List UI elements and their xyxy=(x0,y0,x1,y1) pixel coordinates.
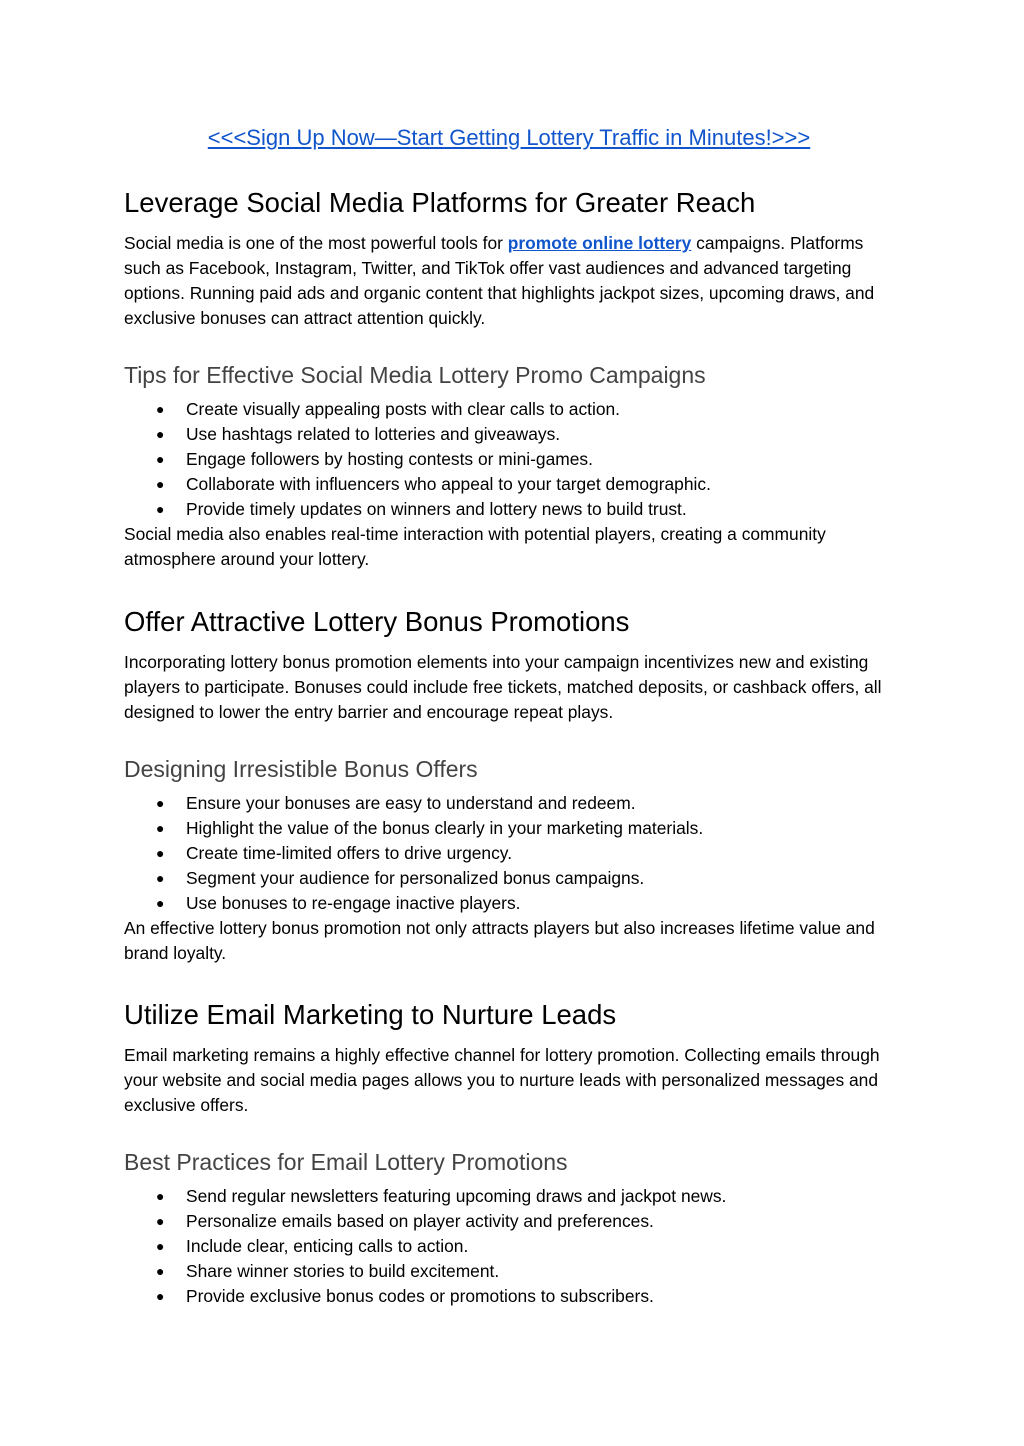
signup-cta-link[interactable]: <<<Sign Up Now—Start Getting Lottery Traffic in Minutes!>>> xyxy=(207,125,811,150)
list-item-text: Ensure your bonuses are easy to understand and redeem. xyxy=(186,793,636,813)
subsection-heading: Tips for Effective Social Media Lottery Promo Campaigns xyxy=(124,362,706,388)
section-paragraph xyxy=(124,231,894,331)
section-social-media xyxy=(124,186,894,220)
tips-list xyxy=(124,397,894,522)
section-paragraph xyxy=(124,650,894,725)
bullet-icon: ● xyxy=(156,1188,165,1204)
paragraph-text: Social media is one of the most powerful tools for xyxy=(124,233,508,253)
list-item-text: Highlight the value of the bonus clearly in your marketing materials. xyxy=(186,818,704,838)
closing-paragraph: Social media also enables real-time interaction with potential players, creating a community atmosphere around your lottery. xyxy=(124,524,826,569)
list-item-text: Engage followers by hosting contests or mini-games. xyxy=(186,449,593,469)
list-item xyxy=(124,472,894,497)
list-item-text: Use hashtags related to lotteries and giveaways. xyxy=(186,424,561,444)
list-item-text: Segment your audience for personalized bonus campaigns. xyxy=(186,868,645,888)
bullet-list xyxy=(124,791,894,966)
list-item-text: Create time-limited offers to drive urgency. xyxy=(186,843,513,863)
list-item-text: Include clear, enticing calls to action. xyxy=(186,1236,469,1256)
intro-paragraph xyxy=(124,231,894,331)
list-item xyxy=(124,791,894,816)
section-heading: Utilize Email Marketing to Nurture Leads xyxy=(124,999,617,1030)
bullet-icon: ● xyxy=(156,895,165,911)
list-item xyxy=(124,841,894,866)
list-item-text: Share winner stories to build excitement. xyxy=(186,1261,500,1281)
bullet-icon: ● xyxy=(156,820,165,836)
intro-paragraph: Incorporating lottery bonus promotion elements into your campaign incentivizes new and existing players to participate. Bonuses could include free tickets, matched deposits, or cashback offers, all designed to lower the entry barrier and encourage repeat plays. xyxy=(124,652,882,722)
list-item-text: Create visually appealing posts with clear calls to action. xyxy=(186,399,621,419)
section-bonus-promotions xyxy=(124,605,894,639)
bullet-icon: ● xyxy=(156,845,165,861)
bullet-icon: ● xyxy=(156,795,165,811)
list-item xyxy=(124,816,894,841)
list-item xyxy=(124,1209,894,1234)
subsection-heading: Best Practices for Email Lottery Promotions xyxy=(124,1149,568,1175)
bullet-icon: ● xyxy=(156,1263,165,1279)
bullet-icon: ● xyxy=(156,870,165,886)
bullet-icon: ● xyxy=(156,1288,165,1304)
list-item xyxy=(124,1234,894,1259)
list-item xyxy=(124,447,894,472)
promote-online-lottery-link[interactable]: promote online lottery xyxy=(507,233,692,253)
list-item-text: Personalize emails based on player activity and preferences. xyxy=(186,1211,654,1231)
bullet-icon: ● xyxy=(156,426,165,442)
list-item xyxy=(124,422,894,447)
list-item-text: Send regular newsletters featuring upcoming draws and jackpot news. xyxy=(186,1186,727,1206)
subsection-title xyxy=(124,360,894,390)
list-item-text: Provide exclusive bonus codes or promotions to subscribers. xyxy=(186,1286,654,1306)
bonus-tips-list xyxy=(124,791,894,916)
list-item xyxy=(124,497,894,522)
section-paragraph xyxy=(124,1043,894,1118)
list-item xyxy=(124,397,894,422)
list-item xyxy=(124,1284,894,1309)
paragraph-text: campaigns. Platforms such as Facebook, Instagram, Twitter, and TikTok offer vast audiences and advanced targeting options. Running paid ads and organic content that highlights jackpot sizes, upcoming draws, and exclusive bonuses can attract attention quickly. xyxy=(124,233,875,328)
intro-paragraph: Email marketing remains a highly effective channel for lottery promotion. Collecting emails through your website and social media pages allows you to nurture leads with personalized messages and exclusive offers. xyxy=(124,1045,880,1115)
list-item-text: Use bonuses to re-engage inactive players. xyxy=(186,893,521,913)
closing-paragraph: An effective lottery bonus promotion not only attracts players but also increases lifetime value and brand loyalty. xyxy=(124,918,875,963)
subsection-heading: Designing Irresistible Bonus Offers xyxy=(124,756,478,782)
bullet-icon: ● xyxy=(156,1238,165,1254)
subsection-title xyxy=(124,1147,894,1177)
signup-cta xyxy=(124,124,894,152)
list-item xyxy=(124,1259,894,1284)
section-heading: Offer Attractive Lottery Bonus Promotions xyxy=(124,606,630,637)
list-item-text: Collaborate with influencers who appeal to your target demographic. xyxy=(186,474,711,494)
bullet-icon: ● xyxy=(156,401,165,417)
list-item xyxy=(124,1184,894,1209)
bullet-icon: ● xyxy=(156,501,165,517)
list-item-text: Provide timely updates on winners and lottery news to build trust. xyxy=(186,499,687,519)
bullet-icon: ● xyxy=(156,476,165,492)
bullet-list xyxy=(124,1184,894,1309)
section-heading: Leverage Social Media Platforms for Greater Reach xyxy=(124,187,756,218)
email-tips-list xyxy=(124,1184,894,1309)
subsection-title xyxy=(124,754,894,784)
list-item xyxy=(124,891,894,916)
bullet-icon: ● xyxy=(156,1213,165,1229)
section-email-marketing xyxy=(124,998,894,1032)
list-item xyxy=(124,866,894,891)
bullet-list xyxy=(124,397,894,572)
bullet-icon: ● xyxy=(156,451,165,467)
